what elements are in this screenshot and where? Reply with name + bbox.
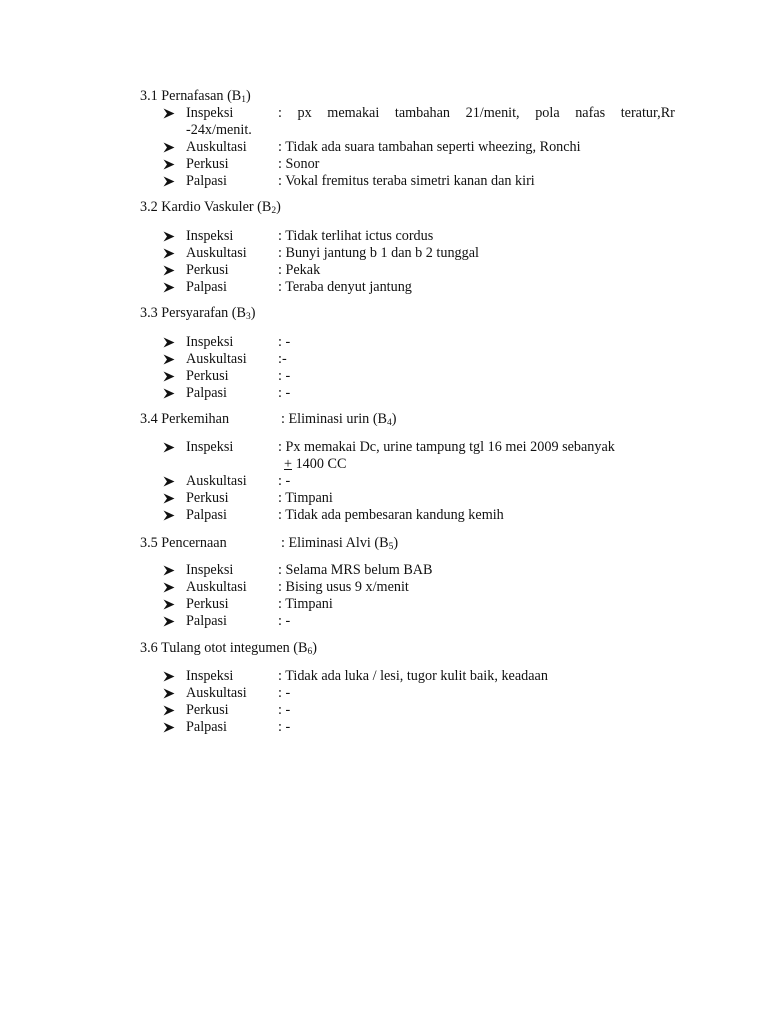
arrowhead-bullet-icon bbox=[163, 279, 175, 296]
arrowhead-bullet-icon bbox=[163, 139, 175, 156]
exam-value: :- bbox=[278, 351, 287, 367]
exam-label: Auskultasi bbox=[186, 579, 247, 595]
section-heading bbox=[140, 199, 281, 216]
arrowhead-bullet-icon bbox=[163, 351, 175, 368]
section-heading-text: 3.3 Persyarafan (B bbox=[140, 305, 246, 321]
section-heading bbox=[140, 88, 251, 105]
exam-label: Inspeksi bbox=[186, 562, 234, 578]
exam-label: Perkusi bbox=[186, 490, 229, 506]
section-heading-note-text: : Eliminasi urin (B bbox=[281, 411, 388, 427]
exam-value: : Tidak terlihat ictus cordus bbox=[278, 228, 434, 244]
section-heading-note bbox=[281, 535, 398, 552]
exam-label: Perkusi bbox=[186, 368, 229, 384]
exam-label: Inspeksi bbox=[186, 668, 234, 684]
exam-value: : Sonor bbox=[278, 156, 320, 172]
section-heading-close: ) bbox=[250, 305, 256, 321]
exam-value-word: teratur,Rr bbox=[620, 105, 675, 121]
exam-label: Inspeksi bbox=[186, 228, 234, 244]
plus-minus-symbol: + bbox=[284, 456, 293, 472]
arrowhead-bullet-icon bbox=[163, 228, 175, 245]
exam-value: : - bbox=[278, 334, 291, 350]
section-heading-close: ) bbox=[312, 640, 317, 656]
exam-label: Perkusi bbox=[186, 262, 229, 278]
exam-value-word: : bbox=[278, 105, 282, 121]
arrowhead-bullet-icon bbox=[163, 173, 175, 190]
exam-value-word: 21/menit, bbox=[465, 105, 520, 121]
exam-value-word: nafas bbox=[575, 105, 606, 121]
arrowhead-bullet-icon bbox=[163, 473, 175, 490]
section-heading-text: 3.6 Tulang otot integumen (B bbox=[140, 640, 308, 656]
exam-label: Palpasi bbox=[186, 507, 227, 523]
arrowhead-bullet-icon bbox=[163, 368, 175, 385]
exam-label: Auskultasi bbox=[186, 351, 247, 367]
exam-value: : Selama MRS belum BAB bbox=[278, 562, 433, 578]
exam-value: : Vokal fremitus teraba simetri kanan dan kiri bbox=[278, 173, 535, 189]
exam-value: : - bbox=[278, 685, 291, 701]
arrowhead-bullet-icon bbox=[163, 334, 175, 351]
exam-label: Palpasi bbox=[186, 279, 227, 295]
exam-value-justified bbox=[278, 105, 675, 122]
arrowhead-bullet-icon bbox=[163, 490, 175, 507]
exam-value-continuation: -24x/menit. bbox=[186, 122, 252, 138]
section-heading bbox=[140, 411, 397, 428]
exam-value: : - bbox=[278, 613, 291, 629]
section-heading-text: 3.2 Kardio Vaskuler (B bbox=[140, 199, 272, 215]
exam-value-word: tambahan bbox=[394, 105, 451, 121]
exam-value: : Tidak ada luka / lesi, tugor kulit baik, keadaan bbox=[278, 668, 548, 684]
exam-label: Palpasi bbox=[186, 173, 227, 189]
section-subscript: 3 bbox=[245, 312, 251, 322]
exam-label: Auskultasi bbox=[186, 139, 247, 155]
section-heading-text: 3.1 Pernafasan (B bbox=[140, 88, 242, 104]
exam-label: Inspeksi bbox=[186, 105, 234, 121]
exam-value: : Tidak ada suara tambahan seperti wheezing, Ronchi bbox=[278, 139, 581, 155]
section-heading bbox=[140, 535, 399, 552]
exam-value-continuation bbox=[284, 456, 346, 473]
exam-value: : - bbox=[278, 702, 291, 718]
exam-value: : Pekak bbox=[278, 262, 321, 278]
section-heading-text: 3.4 Perkemihan bbox=[140, 411, 230, 427]
section-subscript: 6 bbox=[307, 647, 313, 657]
arrowhead-bullet-icon bbox=[163, 719, 175, 736]
arrowhead-bullet-icon bbox=[163, 613, 175, 630]
section-heading-text: 3.5 Pencernaan bbox=[140, 535, 227, 551]
exam-label: Inspeksi bbox=[186, 334, 234, 350]
section-subscript: 2 bbox=[271, 206, 277, 216]
arrowhead-bullet-icon bbox=[163, 105, 175, 122]
section-heading bbox=[140, 305, 255, 322]
exam-value: : Teraba denyut jantung bbox=[278, 279, 412, 295]
exam-label: Inspeksi bbox=[186, 439, 234, 455]
section-heading bbox=[140, 640, 317, 657]
exam-value: : - bbox=[278, 368, 291, 384]
exam-value: : Bunyi jantung b 1 dan b 2 tunggal bbox=[278, 245, 479, 261]
exam-value: : - bbox=[278, 385, 291, 401]
section-heading-close: ) bbox=[391, 411, 397, 427]
exam-value-word: memakai bbox=[327, 105, 380, 121]
section-subscript: 5 bbox=[388, 542, 394, 552]
exam-label: Palpasi bbox=[186, 613, 227, 629]
section-heading-close: ) bbox=[246, 88, 251, 104]
section-subscript: 4 bbox=[387, 418, 392, 428]
arrowhead-bullet-icon bbox=[163, 156, 175, 173]
arrowhead-bullet-icon bbox=[163, 685, 175, 702]
section-heading-note bbox=[281, 411, 397, 428]
exam-value: : Timpani bbox=[278, 490, 333, 506]
exam-value: : - bbox=[278, 473, 291, 489]
arrowhead-bullet-icon bbox=[163, 562, 175, 579]
exam-label: Perkusi bbox=[186, 596, 229, 612]
arrowhead-bullet-icon bbox=[163, 439, 175, 456]
section-heading-note-text: : Eliminasi Alvi (B bbox=[281, 535, 389, 551]
section-heading-close: ) bbox=[393, 535, 399, 551]
arrowhead-bullet-icon bbox=[163, 702, 175, 719]
section-subscript: 1 bbox=[241, 95, 247, 105]
arrowhead-bullet-icon bbox=[163, 668, 175, 685]
arrowhead-bullet-icon bbox=[163, 385, 175, 402]
exam-value-continuation-text: 1400 CC bbox=[292, 456, 347, 472]
exam-value-word: pola bbox=[535, 105, 560, 121]
exam-value: : Timpani bbox=[278, 596, 333, 612]
exam-value: : Px memakai Dc, urine tampung tgl 16 mei 2009 sebanyak bbox=[278, 439, 615, 455]
arrowhead-bullet-icon bbox=[163, 245, 175, 262]
section-heading-close: ) bbox=[276, 199, 281, 215]
arrowhead-bullet-icon bbox=[163, 507, 175, 524]
exam-value-word: px bbox=[297, 105, 312, 121]
exam-label: Auskultasi bbox=[186, 245, 247, 261]
exam-label: Perkusi bbox=[186, 156, 229, 172]
arrowhead-bullet-icon bbox=[163, 596, 175, 613]
arrowhead-bullet-icon bbox=[163, 262, 175, 279]
exam-label: Perkusi bbox=[186, 702, 229, 718]
exam-value: : Tidak ada pembesaran kandung kemih bbox=[278, 507, 504, 523]
exam-value: : - bbox=[278, 719, 291, 735]
arrowhead-bullet-icon bbox=[163, 579, 175, 596]
exam-label: Auskultasi bbox=[186, 473, 247, 489]
exam-value: : Bising usus 9 x/menit bbox=[278, 579, 409, 595]
exam-label: Palpasi bbox=[186, 385, 227, 401]
exam-label: Auskultasi bbox=[186, 685, 247, 701]
exam-label: Palpasi bbox=[186, 719, 227, 735]
